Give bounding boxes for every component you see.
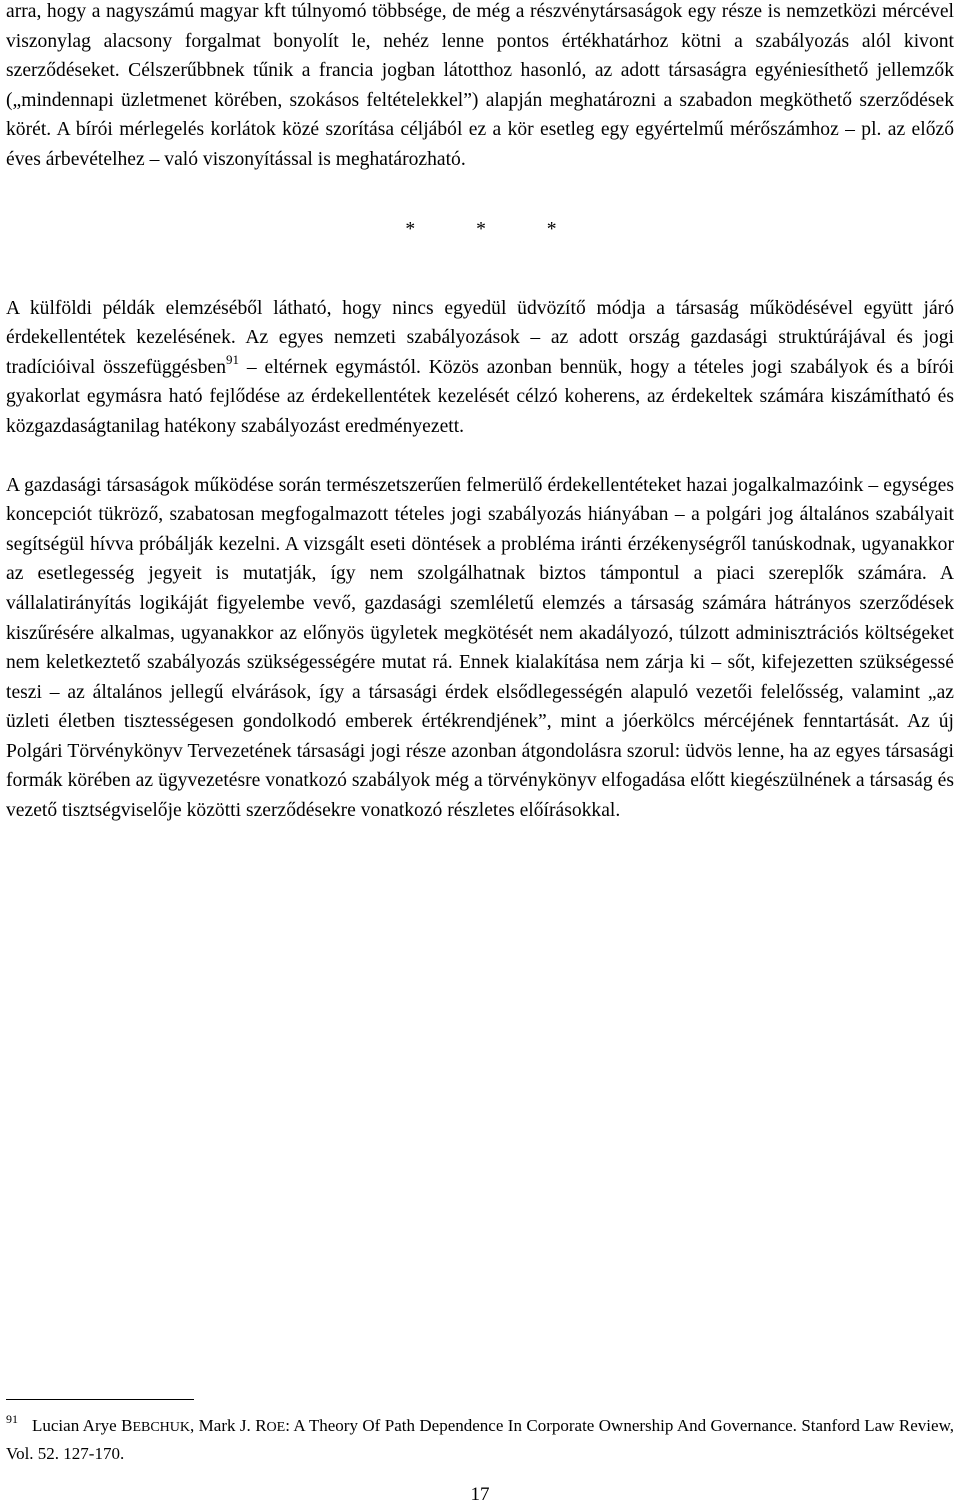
footnote-author1-first: Lucian Arye bbox=[32, 1416, 122, 1435]
footnote-divider bbox=[6, 1399, 194, 1400]
page-number: 17 bbox=[470, 1484, 490, 1505]
body-paragraph-1: arra, hogy a nagyszámú magyar kft túlnyomó többsége, de még a részvénytársaságok egy része is nemzetközi mércével viszonylag alacsony forgalmat bonyolít le, nehéz lenne pontos értékhatárhoz kötni a szabályozás alól kivont szerződéseket. Célszerűbbnek tűnik a francia jogban látotthoz hasonló, az adott társaságra egyéniesíthető jellemzők („mindennapi üzletmenet körében, szokásos feltételekkel”) alapján meghatározni a szabadon megköthető szerződések körét. A bírói mérlegelés korlátok közé szorítása céljából ez a kör esetleg egy egyértelmű mérőszámhoz – pl. az előző éves árbevételhez – való viszonyítással is meghatározható. bbox=[6, 1, 954, 170]
footnote-citation: : A Theory Of Path Dependence In Corporate Ownership And Governance. Stanford Law Review, Vol. 52. 127-170. bbox=[6, 1416, 954, 1463]
footnote-number: 91 bbox=[6, 1412, 18, 1426]
footnote-author1-last-initial: B bbox=[121, 1416, 133, 1435]
footnote-author2-last-rest: OE bbox=[266, 1420, 286, 1435]
paragraph-2-text-end: – eltérnek egymástól. Közös azonban bennük, hogy a tételes jogi szabályok és a bírói gyakorlat egymásra ható fejlődése az érdekellentétek kezelését célzó koherens, az érdekeltek számára kiszámítható és közgazdaságtanilag hatékony szabályozást eredményezett. bbox=[6, 356, 954, 437]
footnote-reference-91: 91 bbox=[226, 351, 240, 367]
body-paragraph-2 bbox=[6, 294, 954, 442]
footnote-author1-last-rest: EBCHUK bbox=[132, 1420, 190, 1435]
page-body bbox=[6, 0, 954, 826]
body-paragraph-3: A gazdasági társaságok működése során természetszerűen felmerülő érdekellentéteket hazai jogalkalmazóink – egységes koncepciót tükröző, szabatosan megfogalmazott tételes jogi szabályozás hiányában – a polgári jog általános szabályait segítségül hívva próbálják kezelni. A vizsgált eseti döntések a probléma iránti érzékenységről tanúskodnak, ugyanakkor az esetlegesség jegyeit is mutatják, így nem szolgálhatnak biztos támpontul a piaci szereplők számára. A vállalatirányítás logikáját figyelembe vevő, gazdasági szemléletű elemzés a társaság számára hátrányos szerződések kiszűrésére alkalmas, ugyanakkor az előnyös ügyletek megkötését nem akadályozó, túlzott adminisztrációs költségeket nem keletkeztető szabályozás szükségességére mutat rá. Ennek kialakítása nem zárja ki – sőt, kifejezetten szükségessé teszi – az általános jellegű elvárások, így a társasági érdek elsődlegességén alapuló vezetői felelősség, valamint „az üzleti életben tisztességesen gondolkodó emberek értékrendjének”, mint a jóerkölcs mércéjének fenntartását. Az új Polgári Törvénykönyv Tervezetének társasági jogi része azonban átgondolásra szorul: üdvös lenne, ha az egyes társasági formák körében az ügyvezetésre vonatkozó szabályok még a törvénykönyv elfogadása előtt kiegészülnének a társaság és vezető tisztségviselője közötti szerződésekre vonatkozó részletes előírásokkal. bbox=[6, 474, 954, 822]
section-separator: * * * bbox=[405, 218, 557, 240]
footnote-91 bbox=[6, 1413, 954, 1467]
paragraph-2-text-start: A külföldi példák elemzéséből látható, hogy nincs egyedül üdvözítő módja a társaság működésével együtt járó érdekellentétek kezelésének. Az egyes nemzeti szabályozások – az adott ország gazdasági struktúrájával és jogi tradícióival összefüggésben bbox=[6, 297, 954, 378]
footnote-author2-last-initial: R bbox=[255, 1416, 267, 1435]
footnote-author-separator: , Mark J. bbox=[190, 1416, 256, 1435]
